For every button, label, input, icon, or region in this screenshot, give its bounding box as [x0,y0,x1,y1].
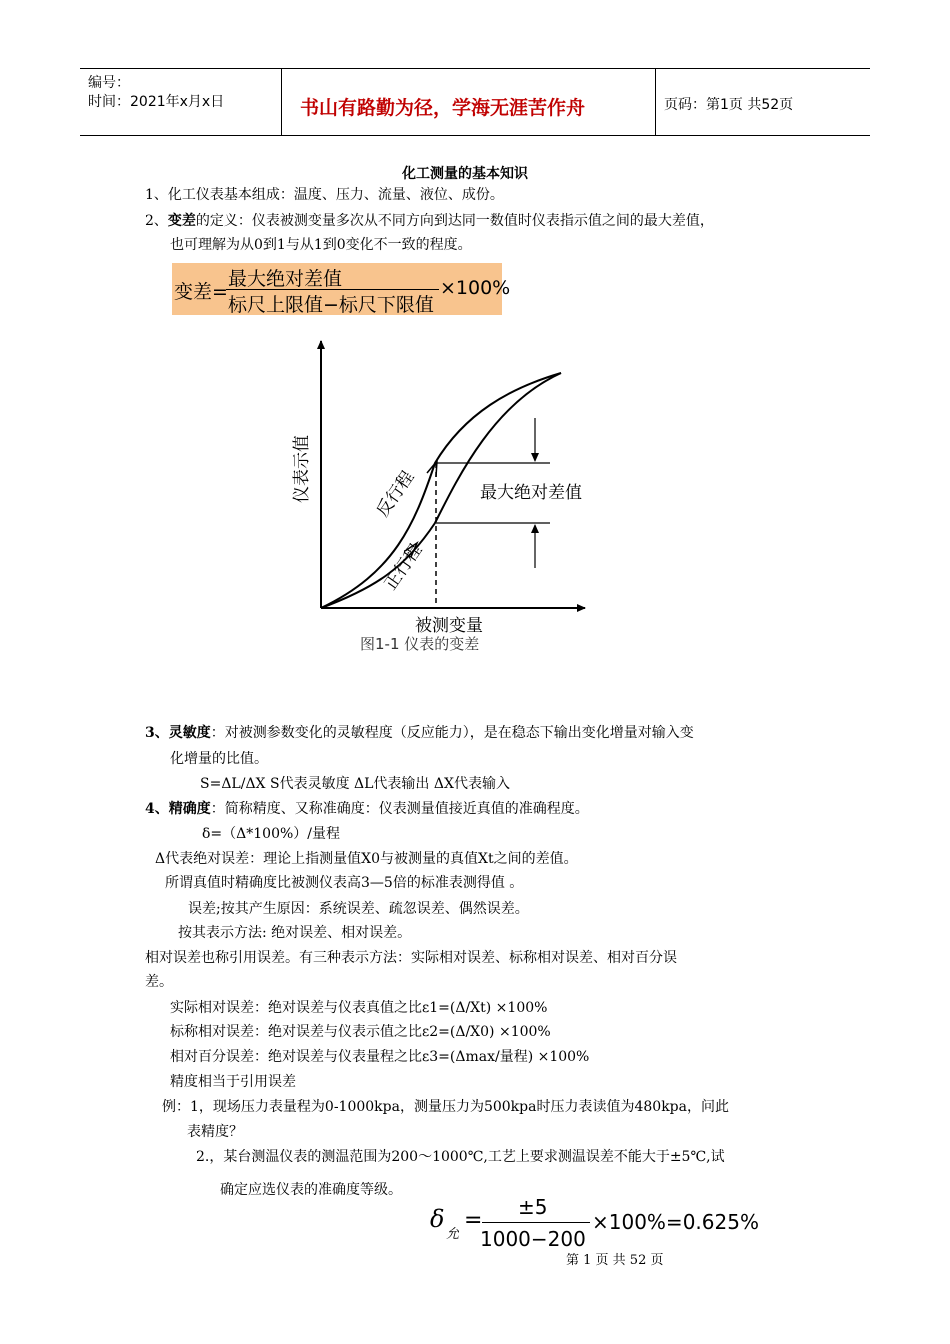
example-1: 例：1，现场压力表量程为0-1000kpa，测量压力为500kpa时压力表读值为480kpa，问此 [162,1099,729,1115]
footer-page-number: 第 1 页 共 52 页 [566,1253,664,1268]
item-4-text: ：简称精度、又称准确度：仪表测量值接近真值的准确程度。 [210,801,589,817]
item-3-text: ：对被测参数变化的灵敏程度（反应能力），是在稳态下输出变化增量对输入变 [210,725,694,741]
delta-symbol: δ [430,1205,445,1233]
header-bottom-rule [80,135,870,136]
item-3-line2: 化增量的比值。 [170,751,268,767]
tolerance-formula [430,1195,790,1257]
variation-formula [172,263,511,316]
sensitivity-formula: S=ΔL/ΔX S代表灵敏度 ΔL代表输出 ΔX代表输入 [200,776,510,792]
formula2-suffix: ×100%=0.625% [592,1210,759,1234]
relative-error-intro: 相对误差也称引用误差。有三种表示方法：实际相对误差、标称相对误差、相对百分误 [145,950,677,966]
doc-time-label: 时间：2021年x月x日 [88,94,225,110]
accuracy-formula: δ=（Δ*100%）/量程 [202,826,341,842]
figure-caption: 图1-1 仪表的变差 [360,635,480,653]
formula-numerator: 最大绝对差值 [228,268,343,290]
header-divider-left [281,68,282,135]
delta-definition: Δ代表绝对误差：理论上指测量值X0与被测量的真值Xt之间的差值。 [155,851,578,867]
y-axis-label: 仪表示值 [292,435,312,503]
header-page-info: 页码：第1页 共52页 [664,97,794,113]
item-2-line2: 也可理解为从0到1与从1到0变化不一致的程度。 [170,237,472,253]
nominal-relative-error: 标称相对误差：绝对误差与仪表示值之比ε2=(Δ/X0) ×100% [170,1024,551,1040]
item-3-term: 灵敏度 [168,725,211,741]
figure-caption-clip [360,635,540,653]
item-2-text: 的定义：仪表被测变量多次从不同方向到达同一数值时仪表指示值之间的最大差值， [195,213,714,229]
item-4 [145,800,589,818]
true-value-note: 所谓真值时精确度比被测仪表高3—5倍的标准表测得值 。 [165,875,524,891]
example-2: 2.，某台测温仪表的测温范围为200～1000℃,工艺上要求测温误差不能大于±5℃,试 [196,1149,725,1165]
item-3-number: 3、 [145,725,169,741]
item-4-number: 4、 [145,801,169,817]
reverse-stroke-label: 反行程 [372,467,419,521]
item-2-term: 变差 [167,213,196,229]
header-motto: 书山有路勤为径，学海无涯苦作舟 [300,97,586,119]
error-by-cause: 误差;按其产生原因：系统误差、疏忽误差、偶然误差。 [188,901,529,917]
formula2-numerator: ±5 [518,1195,548,1219]
x-axis-label: 被测变量 [415,616,483,636]
formula-denominator: 标尺上限值−标尺下限值 [228,294,434,316]
example-1-line2: 表精度？ [187,1124,243,1140]
item-3 [145,724,694,742]
item-4-term: 精确度 [168,801,211,817]
item-2 [145,212,714,230]
relative-error-intro-2: 差。 [145,974,173,990]
example-2-line2: 确定应选仪表的准确度等级。 [220,1182,402,1198]
hysteresis-figure [285,333,595,653]
formula2-fraction-bar [482,1222,590,1223]
item-2-number: 2、 [145,213,168,229]
max-diff-label: 最大绝对差值 [480,483,582,503]
item-1: 1、化工仪表基本组成：温度、压力、流量、液位、成份。 [145,187,504,203]
error-by-method: 按其表示方法: 绝对误差、相对误差。 [178,925,412,941]
formula-lhs: 变差= [174,281,228,303]
formula-equals: = [464,1208,483,1233]
precision-equivalence: 精度相当于引用误差 [170,1074,296,1090]
formula-suffix: ×100% [440,277,511,299]
header-top-rule [80,68,870,69]
delta-subscript: 允 [446,1227,460,1242]
header-divider-right [655,68,656,135]
forward-stroke-label: 正行程 [380,540,427,594]
percent-relative-error: 相对百分误差：绝对误差与仪表量程之比ε3=(Δmax/量程) ×100% [170,1049,590,1065]
doc-title: 化工测量的基本知识 [402,166,528,182]
actual-relative-error: 实际相对误差：绝对误差与仪表真值之比ε1=(Δ/Xt) ×100% [170,1000,548,1016]
formula2-denominator: 1000−200 [480,1227,586,1251]
doc-code-label: 编号： [88,75,130,91]
